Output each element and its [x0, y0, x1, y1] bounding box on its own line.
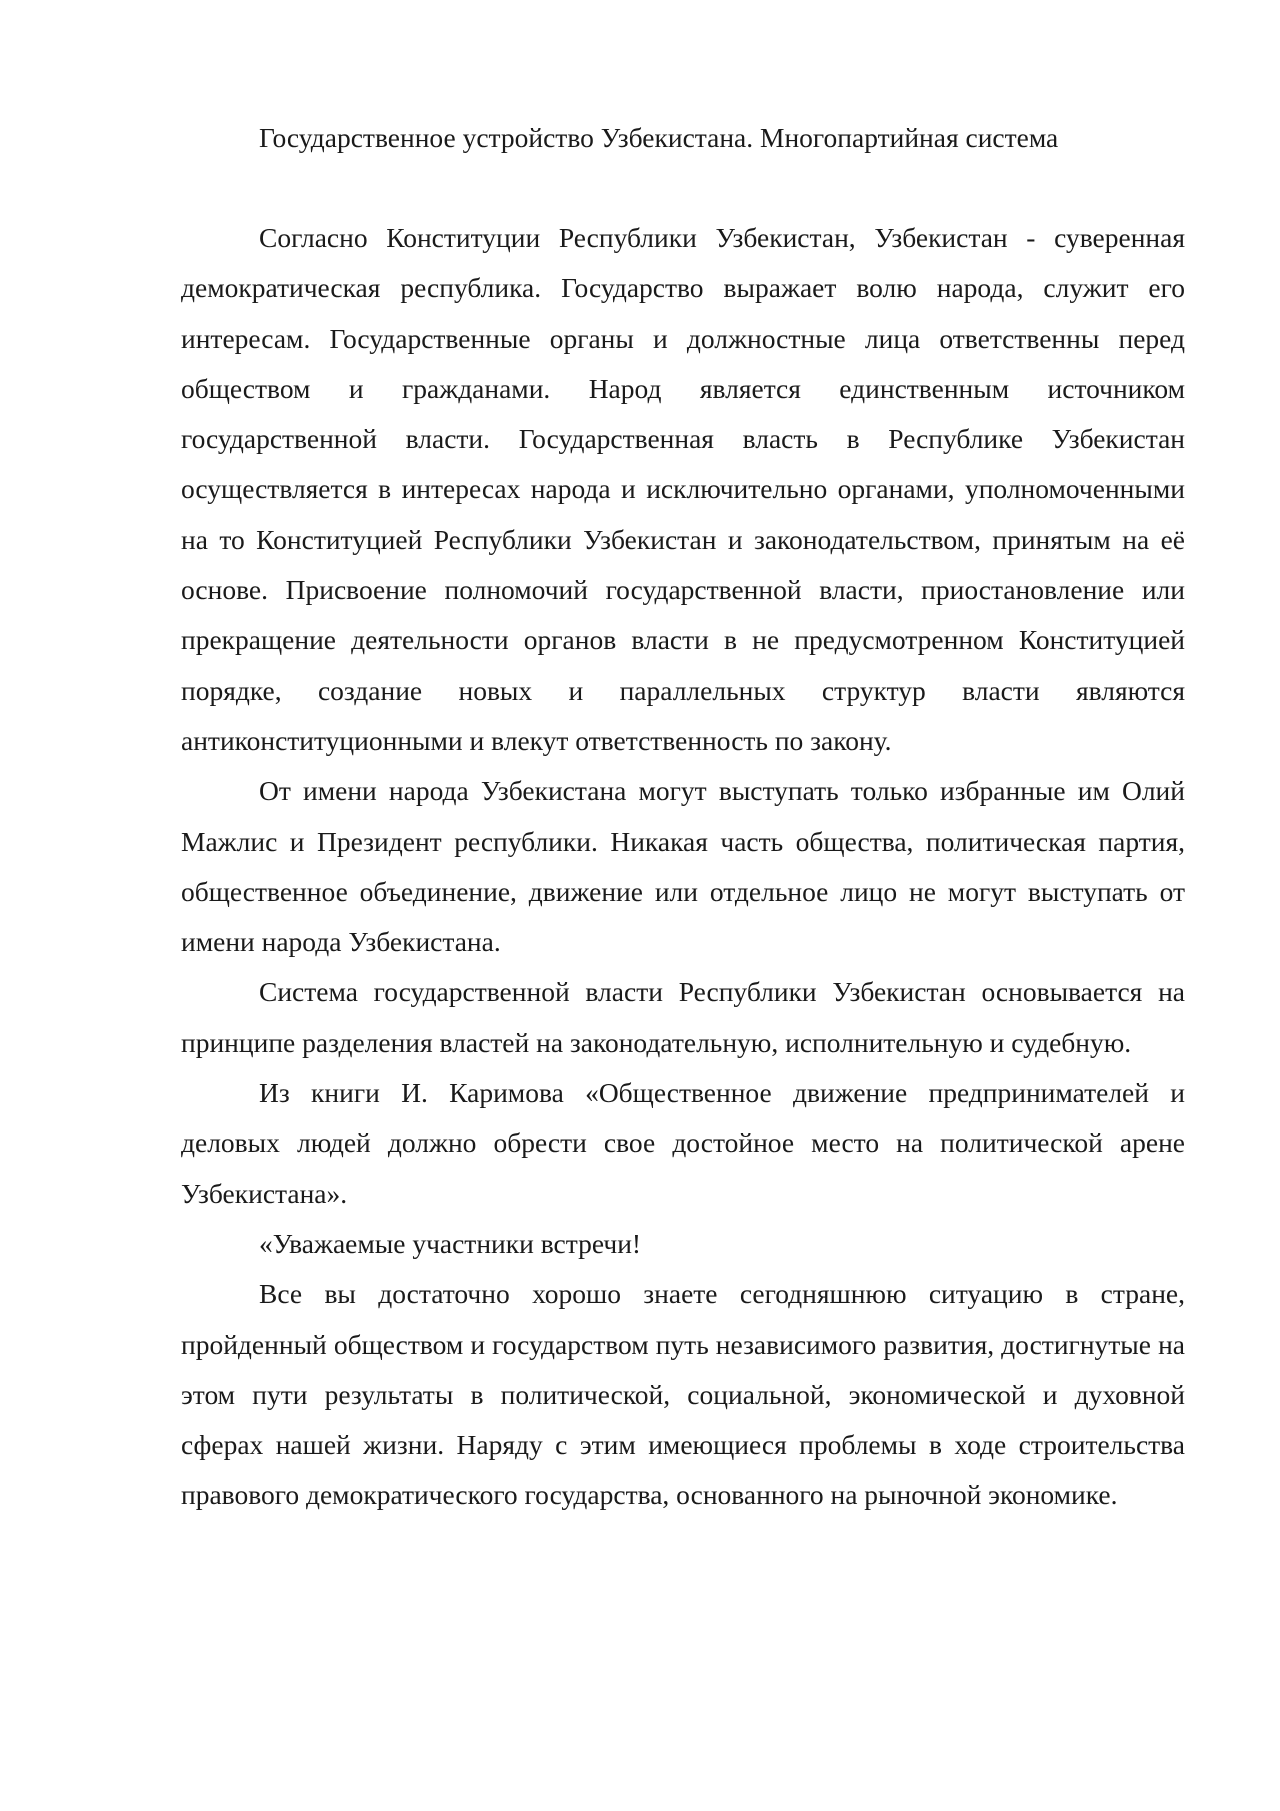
paragraph-representation: От имени народа Узбекистана могут выступать только избранные им Олий Мажлис и Президент республики. Никакая часть общества, политическая партия, общественное объединение, движение или отдельное лицо не могут выступать от имени народа Узбекистана. — [181, 775, 1185, 958]
paragraph-book-reference: Из книги И. Каримова «Общественное движение предпринимателей и деловых людей должно обрести свое достойное место на политической арене Узбекистана». — [181, 1077, 1185, 1209]
document-body — [181, 113, 1185, 1521]
document-title: Государственное устройство Узбекистана. Многопартийная система — [259, 122, 1059, 153]
paragraph-greeting: «Уважаемые участники встречи! — [259, 1227, 642, 1259]
paragraph-constitution: Согласно Конституции Республики Узбекистан, Узбекистан - суверенная демократическая республика. Государство выражает волю народа, служит его интересам. Государственные органы и должностные лица ответственны перед обществом и гражданами. Народ является единственным источником государственной власти. Государственная власть в Республике Узбекистан осуществляется в интересах народа и исключительно органами, уполномоченными на то Конституцией Республики Узбекистан и законодательством, принятым на её основе. Присвоение полномочий государственной власти, приостановление или прекращение деятельности органов власти в не предусмотренном Конституцией порядке, создание новых и параллельных структур власти являются антиконституционными и влекут ответственность по закону. — [181, 222, 1185, 756]
paragraph-situation: Все вы достаточно хорошо знаете сегодняшнюю ситуацию в стране, пройденный обществом и государством путь независимого развития, достигнутые на этом пути результаты в политической, социальной, экономической и духовной сферах нашей жизни. Наряду с этим имеющиеся проблемы в ходе строительства правового демократического государства, основанного на рыночной экономике. — [181, 1278, 1185, 1511]
paragraph-separation-of-powers: Система государственной власти Республики Узбекистан основывается на принципе разделения властей на законодательную, исполнительную и судебную. — [181, 976, 1185, 1058]
